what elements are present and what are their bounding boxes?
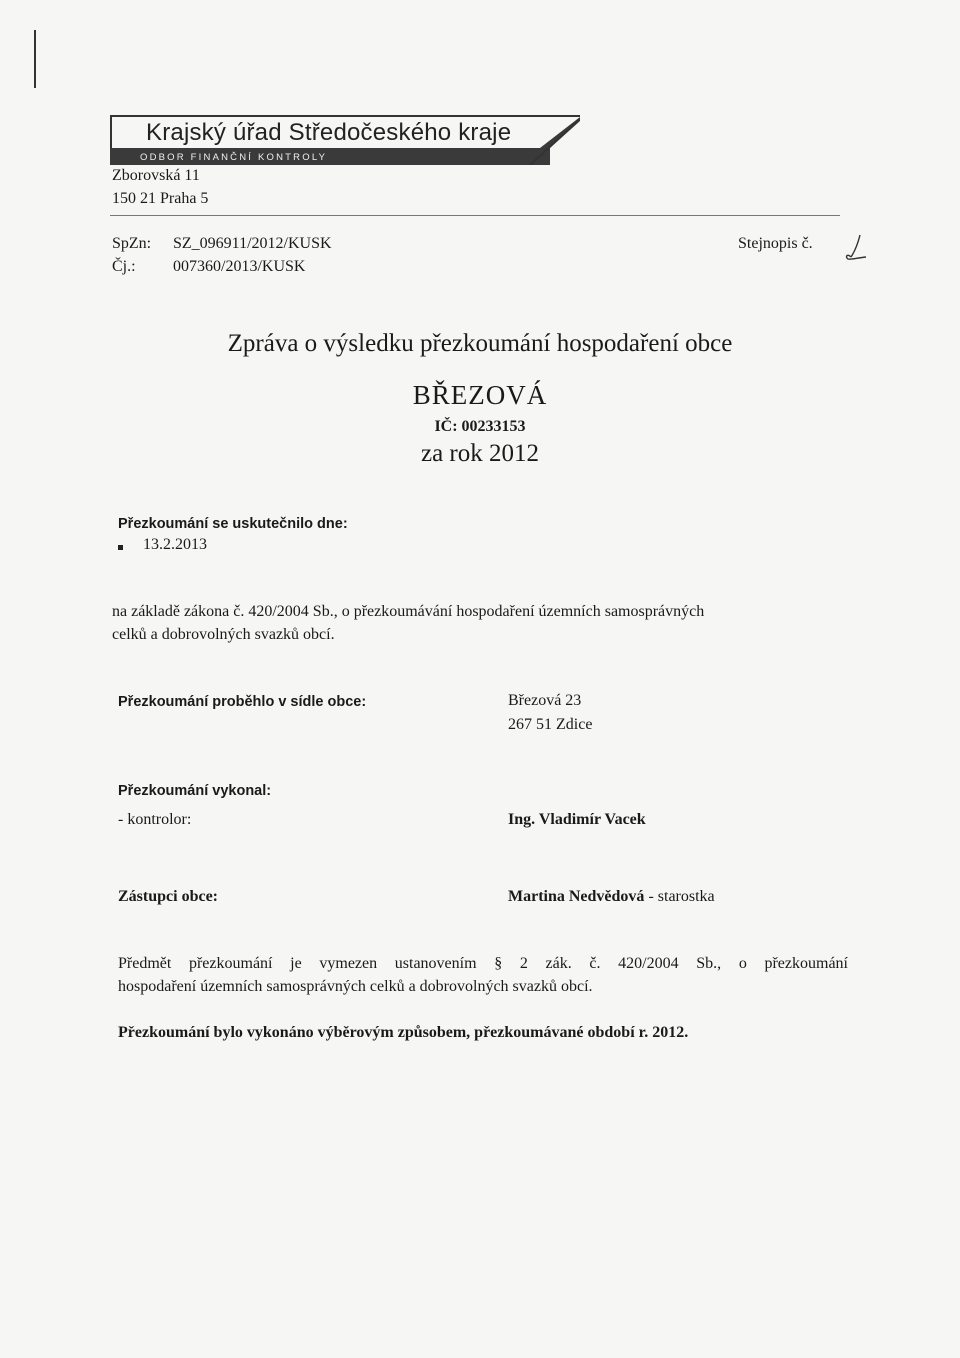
legal-basis-line-1: na základě zákona č. 420/2004 Sb., o přezkoumávání hospodaření územních samosprávných [112,603,705,620]
location-label: Přezkoumání proběhlo v sídle obce: [118,694,367,710]
representative-role: - starostka [644,888,715,905]
location-address-line-1: Březová 23 [508,692,582,709]
review-date: 13.2.2013 [143,536,207,553]
copy-label: Stejnopis č. [738,235,813,252]
bullet-icon [118,545,123,550]
handwritten-copy-number [842,233,868,261]
company-id: IČ: 00233153 [434,418,526,435]
subject-line-1: Předmět přezkoumání je vymezen ustanovením § 2 zák. č. 420/2004 Sb., o přezkoumání [118,955,848,972]
inspector-name: Ing. Vladimír Vacek [508,811,646,828]
review-method-statement: Přezkoumání bylo vykonáno výběrovým způsobem, přezkoumávané období r. 2012. [118,1024,689,1041]
cj-label: Čj.: [112,258,136,275]
spzn-label: SpZn: [112,235,152,252]
crop-mark [34,30,36,88]
representative-name: Martina Nedvědová [508,888,645,905]
header-divider [110,215,840,216]
report-year: za rok 2012 [420,440,540,467]
performed-by-label: Přezkoumání vykonal: [118,783,272,799]
municipality-name: BŘEZOVÁ [412,380,548,410]
inspector-role: - kontrolor: [118,811,192,828]
office-name: Krajský úřad Středočeského kraje [146,119,512,146]
office-city: 150 21 Praha 5 [112,190,209,207]
representative [508,888,715,906]
subject-line-2: hospodaření územních samosprávných celků a dobrovolných svazků obcí. [118,978,593,995]
representatives-label: Zástupci obce: [118,888,218,905]
department-name: ODBOR FINANČNÍ KONTROLY [140,152,328,163]
location-address-line-2: 267 51 Zdice [508,716,593,733]
report-title: Zpráva o výsledku přezkoumání hospodaření obce [227,330,733,357]
spzn-value: SZ_096911/2012/KUSK [173,235,332,252]
cj-value: 007360/2013/KUSK [173,258,306,275]
legal-basis-line-2: celků a dobrovolných svazků obcí. [112,626,335,643]
office-logo [110,115,580,165]
office-street: Zborovská 11 [112,167,200,184]
review-date-label: Přezkoumání se uskutečnilo dne: [118,516,348,532]
